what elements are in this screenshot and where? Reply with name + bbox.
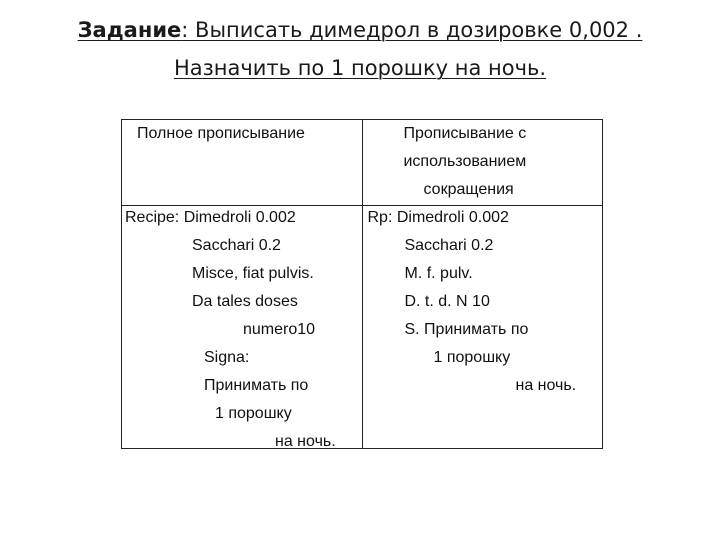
full-line: Sacchari 0.2 — [192, 237, 281, 254]
full-prescription-cell — [122, 206, 363, 449]
full-line: Signa: — [204, 349, 250, 366]
task-title — [0, 18, 720, 42]
full-header-cell — [122, 120, 363, 206]
short-header-line: сокращения — [423, 181, 514, 198]
task-subtitle: Назначить по 1 порошку на ночь. — [173, 56, 547, 80]
short-header-line: использованием — [403, 153, 527, 170]
full-line: Recipe: Dimedroli 0.002 — [125, 209, 296, 226]
short-header-line: Прописывание с — [403, 125, 527, 142]
full-line: 1 порошку — [215, 405, 292, 422]
full-line: Принимать по — [204, 377, 309, 394]
full-line: на ночь. — [275, 433, 336, 450]
short-line: Sacchari 0.2 — [404, 237, 494, 254]
full-header: Полное прописывание — [137, 125, 305, 142]
full-line: Da tales doses — [192, 293, 298, 310]
short-prescription-cell — [363, 206, 603, 449]
short-line: D. t. d. N 10 — [404, 293, 490, 310]
short-line: 1 порошку — [433, 349, 511, 366]
short-header-cell — [363, 120, 603, 206]
task-label: Задание — [77, 18, 182, 42]
task-text: : Выписать димедрол в дозировке 0,002 . — [181, 18, 643, 42]
full-line: numero10 — [243, 321, 316, 338]
short-line: Rp: Dimedroli 0.002 — [367, 209, 509, 226]
short-line: M. f. pulv. — [404, 265, 473, 282]
prescription-table — [121, 119, 603, 449]
full-line: Misce, fiat pulvis. — [192, 265, 314, 282]
short-line: на ночь. — [515, 377, 577, 394]
short-line: S. Принимать по — [404, 321, 529, 338]
